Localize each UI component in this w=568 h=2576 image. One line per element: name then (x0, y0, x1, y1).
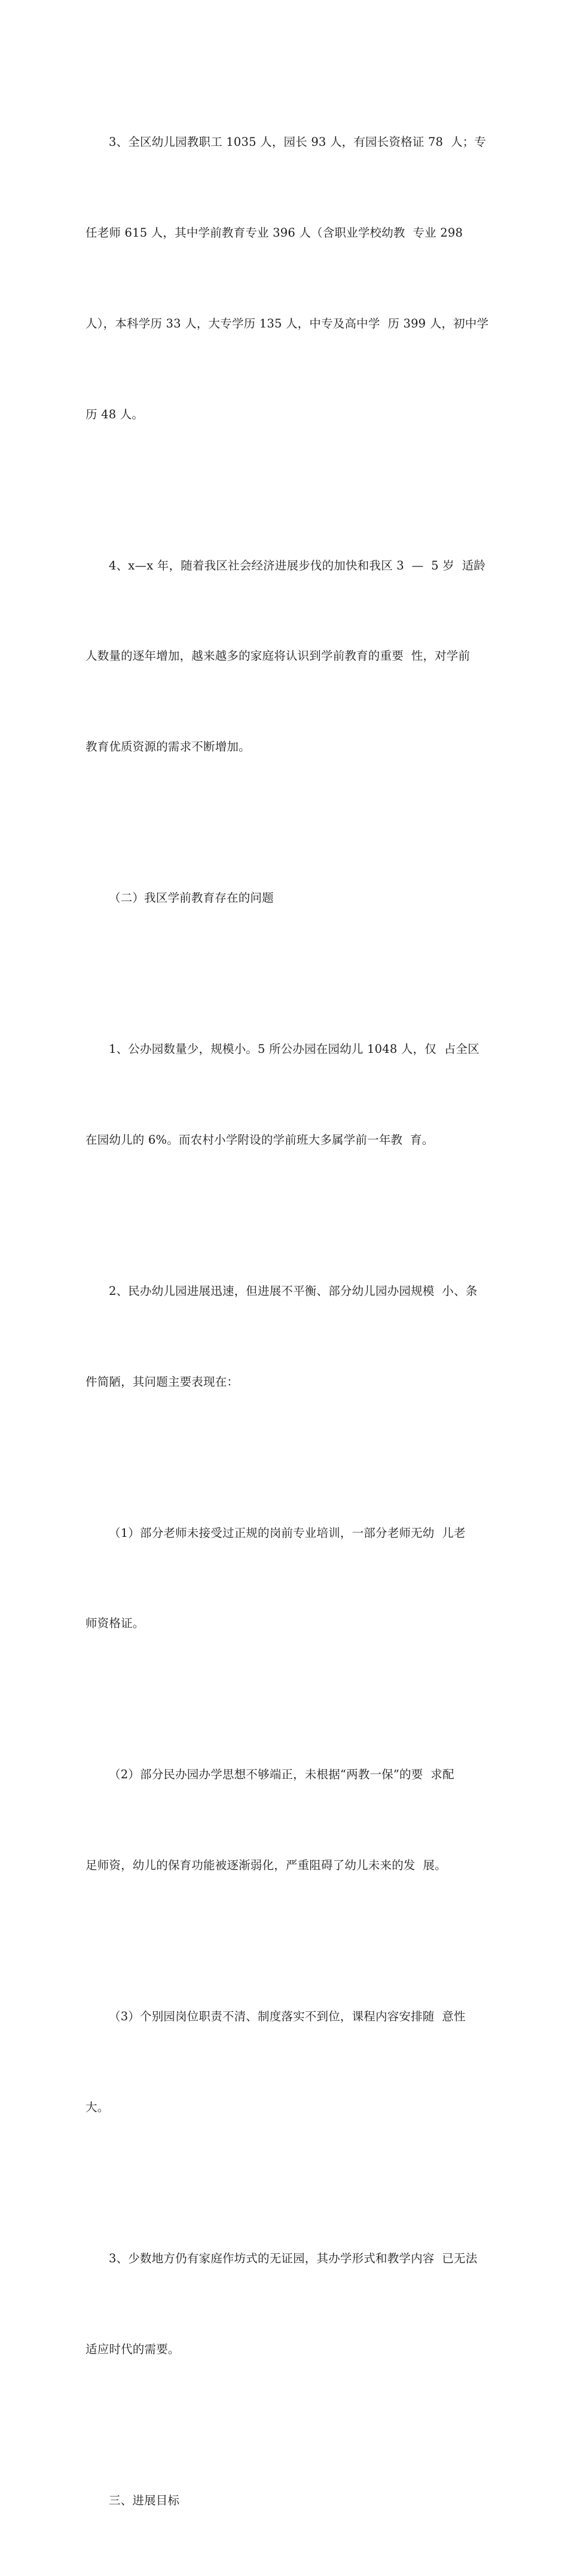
paragraph-issue-1 (85, 1457, 492, 1699)
text-line: 在园幼儿的 6%。而农村小学附设的学前班大多属学前一年教 育。 (85, 1132, 434, 1147)
text-line: 4、x—x 年，随着我区社会经济进展步伐的加快和我区 3 — 5 岁 适龄 (109, 558, 486, 572)
text-line: （二）我区学前教育存在的问题 (109, 891, 274, 905)
text-line: 3、全区幼儿园教职工 1035 人，园长 93 人，有园长资格证 78 人；专 (109, 135, 487, 149)
text-line: 1、公办园数量少，规模小。5 所公办园在园幼儿 1048 人，仅 占全区 (109, 1042, 480, 1056)
paragraph-issue-3 (85, 1941, 492, 2183)
paragraph-demand-growth (85, 490, 492, 823)
text-line: （3）个别园岗位职责不清、制度落实不到位，课程内容安排随 意性 (109, 2010, 466, 2023)
paragraph-staff-statistics (85, 67, 492, 490)
text-line: 3、少数地方仍有家庭作坊式的无证园，其办学形式和教学内容 已无法 (109, 2251, 478, 2265)
text-line: 历 48 人。 (85, 407, 144, 421)
section-heading-problems (85, 823, 492, 974)
text-line: （2）部分民办园办学思想不够端正，未根据“两教一保”的要 求配 (109, 1768, 454, 1782)
text-line: 任老师 615 人，其中学前教育专业 396 人（含职业学校幼教 专业 298 (85, 225, 463, 240)
text-line: 足师资，幼儿的保育功能被逐渐弱化，严重阻碍了幼儿未来的发 展。 (85, 1858, 447, 1873)
document-page (85, 67, 492, 2576)
text-line: 大。 (85, 2100, 109, 2114)
text-line: 2、民办幼儿园进展迅速，但进展不平衡、部分幼儿园办园规模 小、条 (109, 1284, 478, 1298)
text-line: 教育优质资源的需求不断增加。 (85, 740, 251, 754)
text-line: 三、进展目标 (109, 2493, 180, 2507)
text-line: 人），本科学历 33 人，大专学历 135 人，中专及高中学 历 399 人，初中学 (85, 316, 489, 330)
paragraph-public-kindergartens (85, 974, 492, 1216)
text-line: 人数量的逐年增加，越来越多的家庭将认识到学前教育的重要 性，对学前 (85, 649, 471, 663)
text-line: 件简陋，其问题主要表现在： (85, 1374, 239, 1389)
section-heading-goals (85, 2425, 492, 2576)
paragraph-issue-2 (85, 1699, 492, 1941)
paragraph-unlicensed (85, 2183, 492, 2425)
text-line: （1）部分老师未接受过正规的岗前专业培训，一部分老师无幼 儿老 (109, 1526, 466, 1540)
text-line: 适应时代的需要。 (85, 2342, 180, 2356)
paragraph-private-kindergartens (85, 1216, 492, 1458)
text-line: 师资格证。 (85, 1616, 145, 1631)
